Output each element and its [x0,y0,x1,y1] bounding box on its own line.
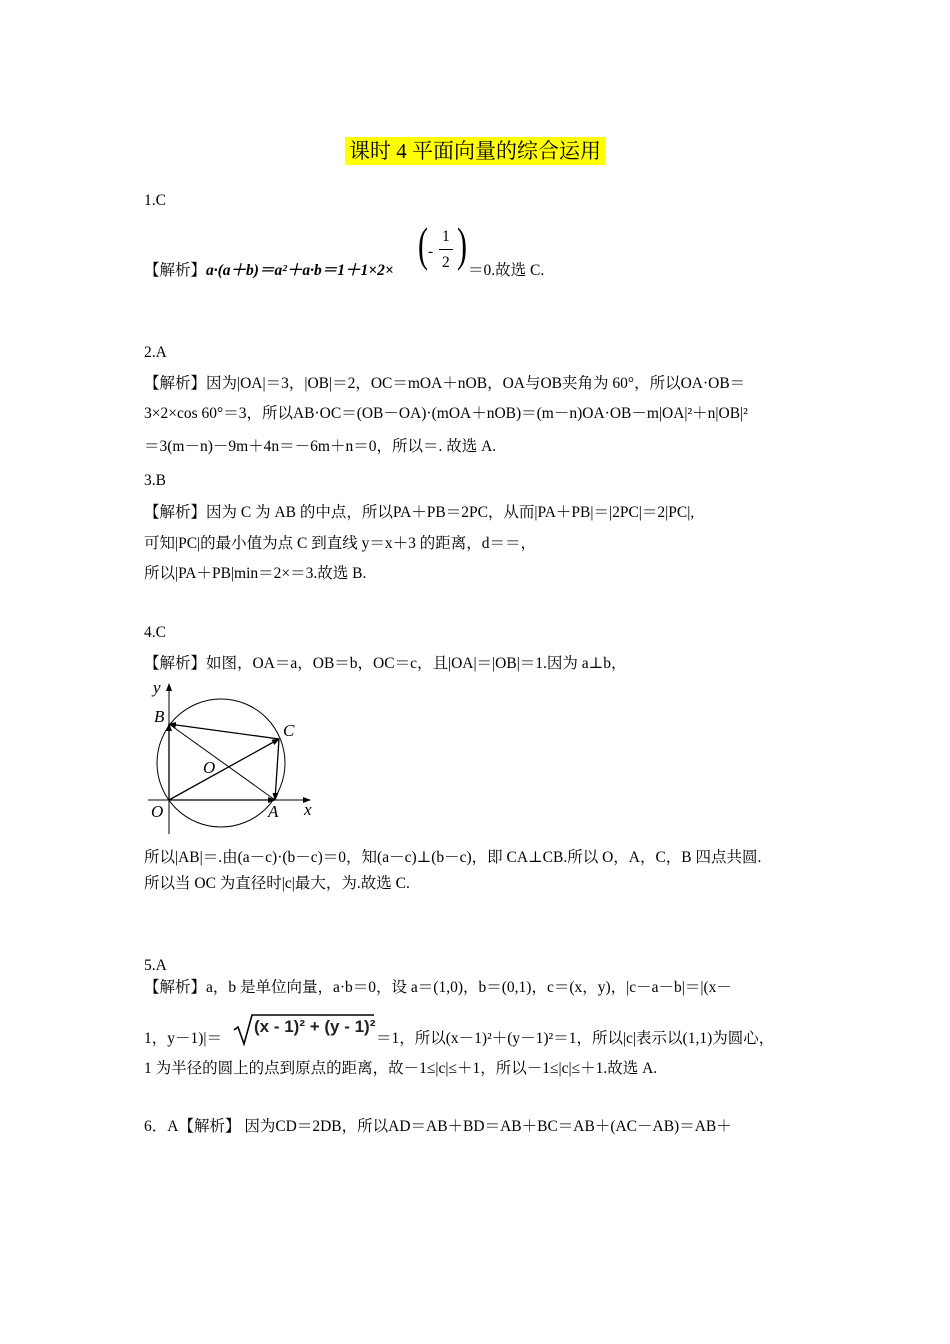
q4-answer: 4.C [144,624,166,641]
q4-figure [140,676,330,840]
q4-label-b: B [154,707,165,726]
q2-line2: 3×2×cos 60°＝3，所以AB·OC＝(OB－OA)·(mOA＋nOB)＝(m－n)OA·OB－m|OA|²＋n|OB|² [144,405,748,422]
q4-line3: 所以当 OC 为直径时|c|最大，为.故选 C. [144,875,410,892]
q5-line1: 【解析】a，b 是单位向量，a·b＝0，设 a＝(1,0)，b＝(0,1)，c＝(x，y)，|c－a－b|＝|(x－ [144,979,732,996]
q3-answer: 3.B [144,472,166,489]
q2-line3: ＝3(m－n)－9m＋4n＝－6m＋n＝0，所以＝. 故选 A. [144,438,497,455]
q5-line3: 1 为半径的圆上的点到原点的距离，故－1≤|c|≤＋1，所以－1≤|c|≤＋1.故选 A. [144,1060,658,1077]
q4-label-x: x [304,800,312,819]
q4-label-origin: O [151,802,164,821]
q4-label-a: A [268,802,279,821]
q3-line2: 可知|PC|的最小值为点 C 到直线 y＝x＋3 的距离，d＝＝， [144,535,537,552]
q5-line2-right: ＝1，所以(x－1)²＋(y－1)²＝1，所以|c|表示以(1,1)为圆心， [376,1030,775,1047]
q5-answer: 5.A [144,957,167,974]
q5-sqrt-content: (x - 1)² + (y - 1)² [254,1017,376,1036]
q2-answer: 2.A [144,344,167,361]
page-title: 课时 4 平面向量的综合运用 [345,137,605,165]
q1-right-paren: ) [457,218,467,272]
q1-solution-expr: a·(a＋b)＝a²＋a·b＝1＋1×2× [206,262,394,279]
q4-vector-cb [169,724,279,739]
q1-solution-head: 【解析】 [144,262,207,279]
title-container [0,137,950,165]
q6-line1: 6．A【解析】 因为CD＝2DB，所以AD＝AB＋BD＝AB＋BC＝AB＋(AC－AB)＝AB＋ [144,1118,732,1135]
q1-frac-num: 1 [442,228,450,245]
q1-left-paren: ( [418,218,428,272]
q4-label-center: O [203,758,216,777]
q5-line2-left: 1，y－1)|＝ [144,1030,223,1047]
q4-line1: 【解析】如图，OA＝a，OB＝b，OC＝c，且|OA|＝|OB|＝1.因为 a⊥b， [144,655,627,672]
q3-line3: 所以|PA＋PB|min＝2×＝3.故选 B. [144,565,367,582]
q4-segment-ba [169,724,275,800]
q3-line1: 【解析】因为 C 为 AB 的中点，所以PA＋PB＝2PC，从而|PA＋PB|＝|2PC|＝2|PC|, [144,504,695,521]
q1-frac-sign: - [428,243,434,260]
q1-frac-bar [439,249,453,250]
q1-solution-left [144,263,394,279]
q1-solution-right: ＝0.故选 C. [468,262,545,279]
q2-line1: 【解析】因为|OA|＝3，|OB|＝2，OC＝mOA＋nOB，OA与OB夹角为 60°，所以OA·OB＝ [144,375,746,392]
q1-frac-den: 2 [442,254,450,271]
q4-line2: 所以|AB|＝.由(a－c)·(b－c)＝0，知(a－c)⊥(b－c)，即 CA⊥CB.所以 O，A，C，B 四点共圆. [144,849,762,866]
q1-answer: 1.C [144,192,166,209]
q4-circle [157,699,285,827]
q4-label-y: y [153,678,161,697]
q4-label-c: C [283,721,295,740]
